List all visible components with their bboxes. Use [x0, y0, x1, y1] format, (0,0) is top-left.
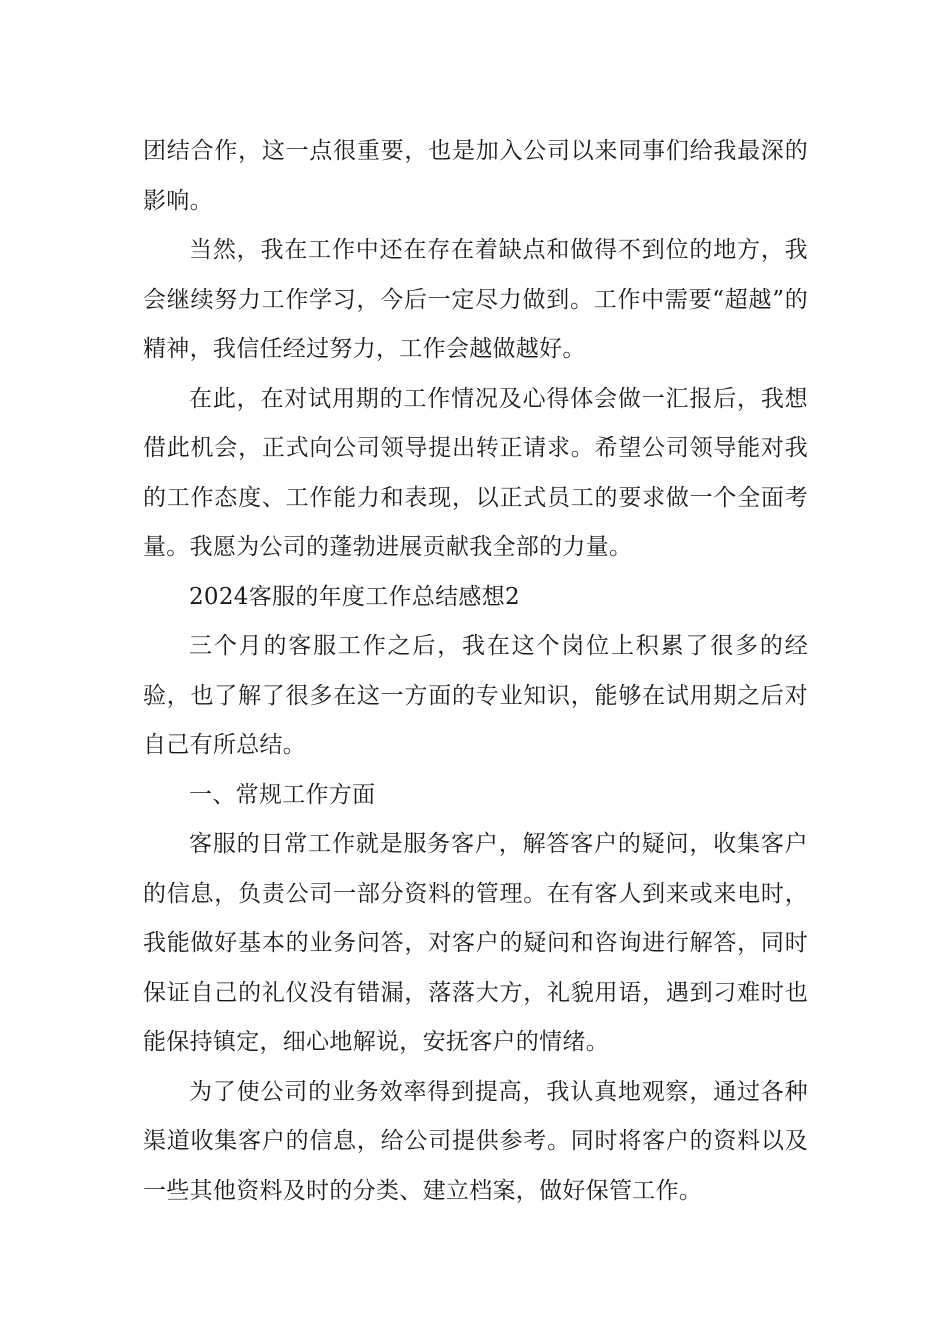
paragraph-teamwork: 团结合作，这一点很重要，也是加入公司以来同事们给我最深的影响。 — [143, 138, 808, 214]
document-body — [143, 127, 808, 1216]
paragraph-daily-work: 客服的日常工作就是服务客户，解答客户的疑问，收集客户的信息，负责公司一部分资料的管理。在有客人到来或来电时，我能做好基本的业务问答，对客户的疑问和咨询进行解答，同时保证自己的礼仪没有错漏，落落大方，礼貌用语，遇到刁难时也能保持镇定，细心地解说，安抚客户的情绪。 — [143, 831, 808, 1055]
paragraph-request: 在此，在对试用期的工作情况及心得体会做一汇报后，我想借此机会，正式向公司领导提出转正请求。希望公司领导能对我的工作态度、工作能力和表现，以正式员工的要求做一个全面考量。我愿为公司的蓬勃进展贡献我全部的力量。 — [143, 385, 808, 560]
paragraph-intro: 三个月的客服工作之后，我在这个岗位上积累了很多的经验，也了解了很多在这一方面的专业知识，能够在试用期之后对自己有所总结。 — [143, 633, 808, 758]
section-title: 2024客服的年度工作总结感想2 — [189, 583, 520, 610]
subheading-routine-work: 一、常规工作方面 — [189, 781, 376, 808]
paragraph-efficiency: 为了使公司的业务效率得到提高，我认真地观察，通过各种渠道收集客户的信息，给公司提供参考。同时将客户的资料以及一些其他资料及时的分类、建立档案，做好保管工作。 — [143, 1078, 808, 1204]
paragraph-shortcomings: 当然，我在工作中还在存在着缺点和做得不到位的地方，我会继续努力工作学习，今后一定尽力做到。工作中需要“超越”的精神，我信任经过努力，工作会越做越好。 — [143, 237, 808, 362]
